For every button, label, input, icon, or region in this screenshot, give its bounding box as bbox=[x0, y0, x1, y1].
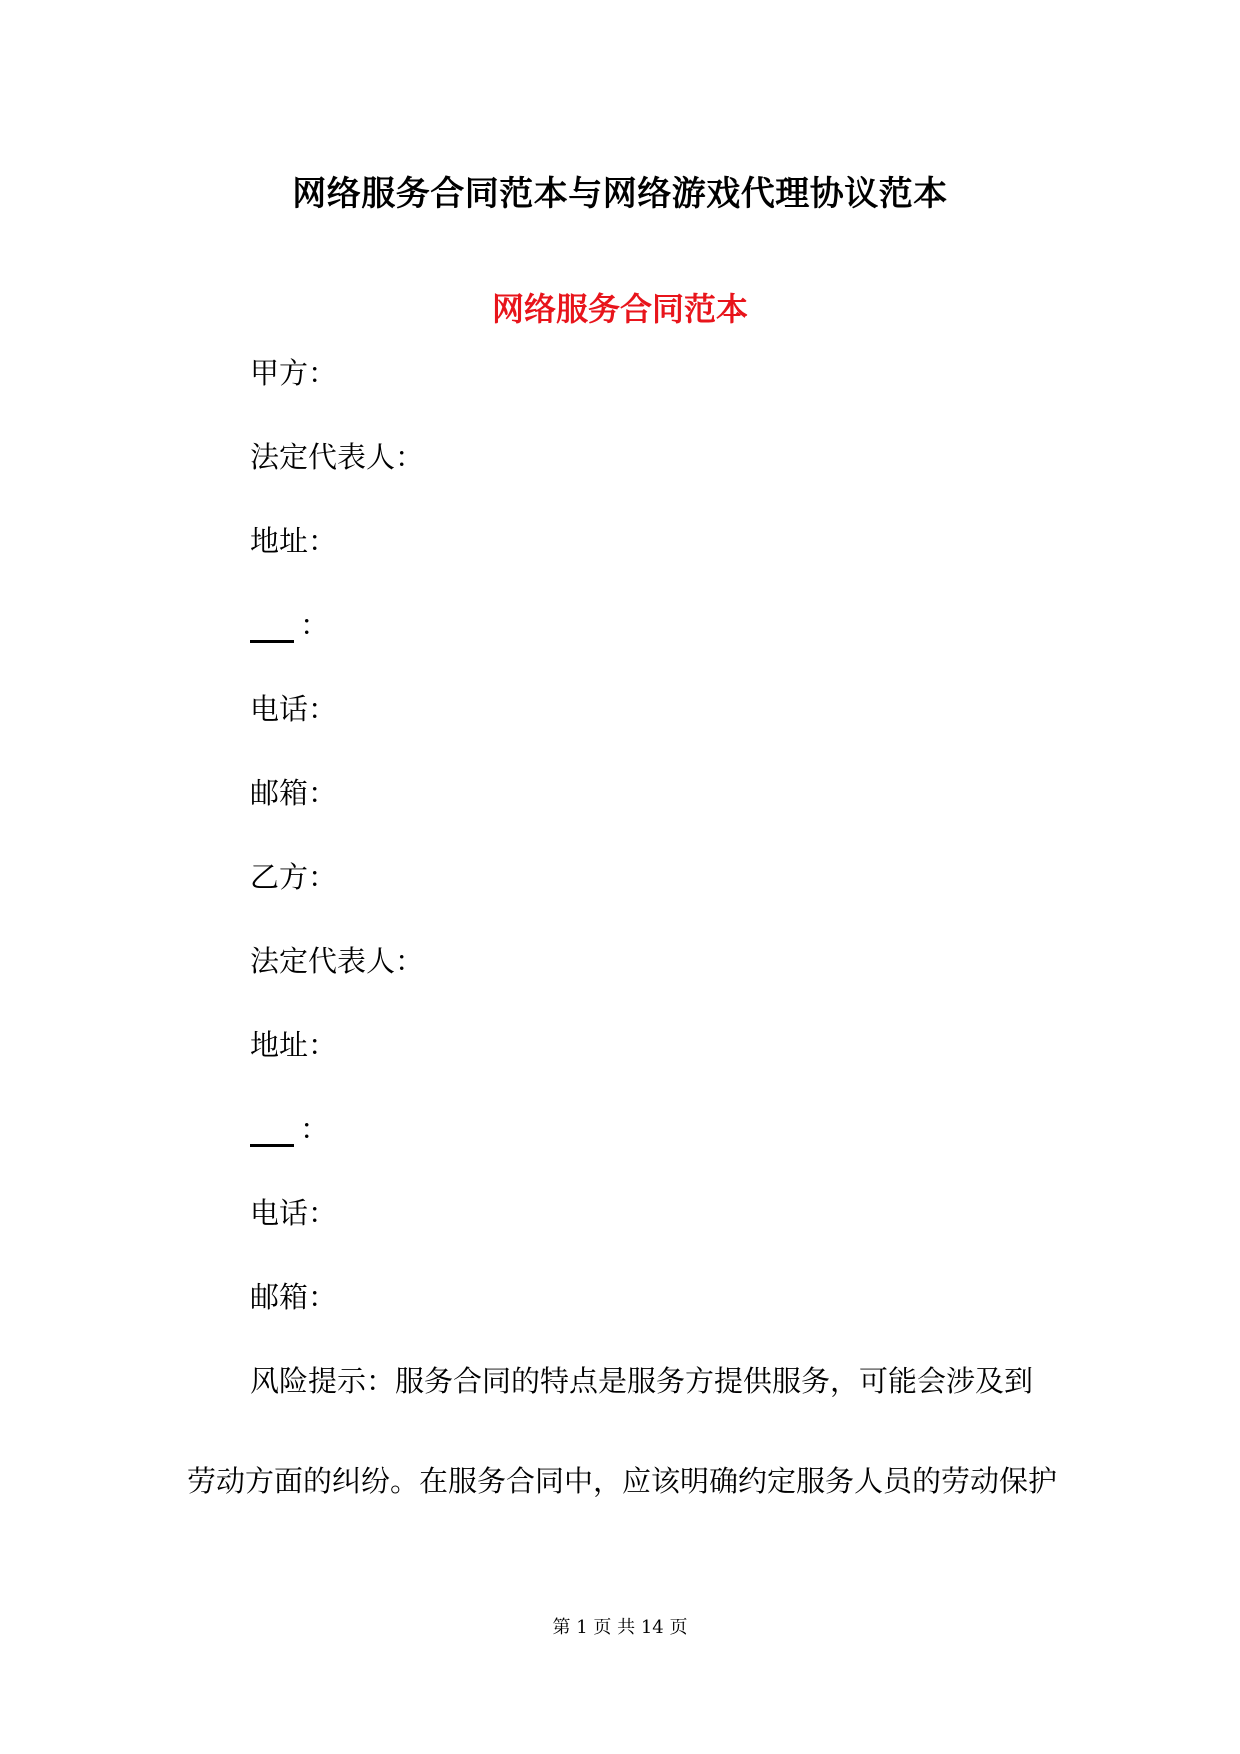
party-a-blank-suffix: ： bbox=[300, 608, 330, 642]
party-b-address-label: 地址： bbox=[250, 1028, 338, 1062]
fill-in-blank-line bbox=[250, 640, 294, 643]
party-a-blank-field bbox=[250, 605, 329, 645]
party-a-address-label: 地址： bbox=[250, 524, 338, 558]
risk-notice-line-1: 风险提示：服务合同的特点是服务方提供服务，可能会涉及到 bbox=[250, 1364, 1034, 1398]
party-b-email-label: 邮箱： bbox=[250, 1280, 338, 1314]
fill-in-blank-line bbox=[250, 1144, 294, 1147]
party-b-phone-label: 电话： bbox=[250, 1196, 338, 1230]
party-a-label: 甲方： bbox=[250, 356, 338, 390]
document-title: 网络服务合同范本与网络游戏代理协议范本 bbox=[292, 174, 948, 214]
party-b-legal-rep-label: 法定代表人： bbox=[250, 944, 425, 978]
party-b-blank-field bbox=[250, 1109, 329, 1149]
party-b-blank-suffix: ： bbox=[300, 1112, 330, 1146]
party-a-legal-rep-label: 法定代表人： bbox=[250, 440, 425, 474]
risk-notice-line-2: 劳动方面的纠纷。在服务合同中，应该明确约定服务人员的劳动保护 bbox=[187, 1464, 1058, 1498]
party-a-phone-label: 电话： bbox=[250, 692, 338, 726]
page-footer: 第 1 页 共 14 页 bbox=[552, 1617, 688, 1638]
party-a-email-label: 邮箱： bbox=[250, 776, 338, 810]
section-title: 网络服务合同范本 bbox=[491, 290, 748, 328]
party-b-label: 乙方： bbox=[250, 860, 338, 894]
